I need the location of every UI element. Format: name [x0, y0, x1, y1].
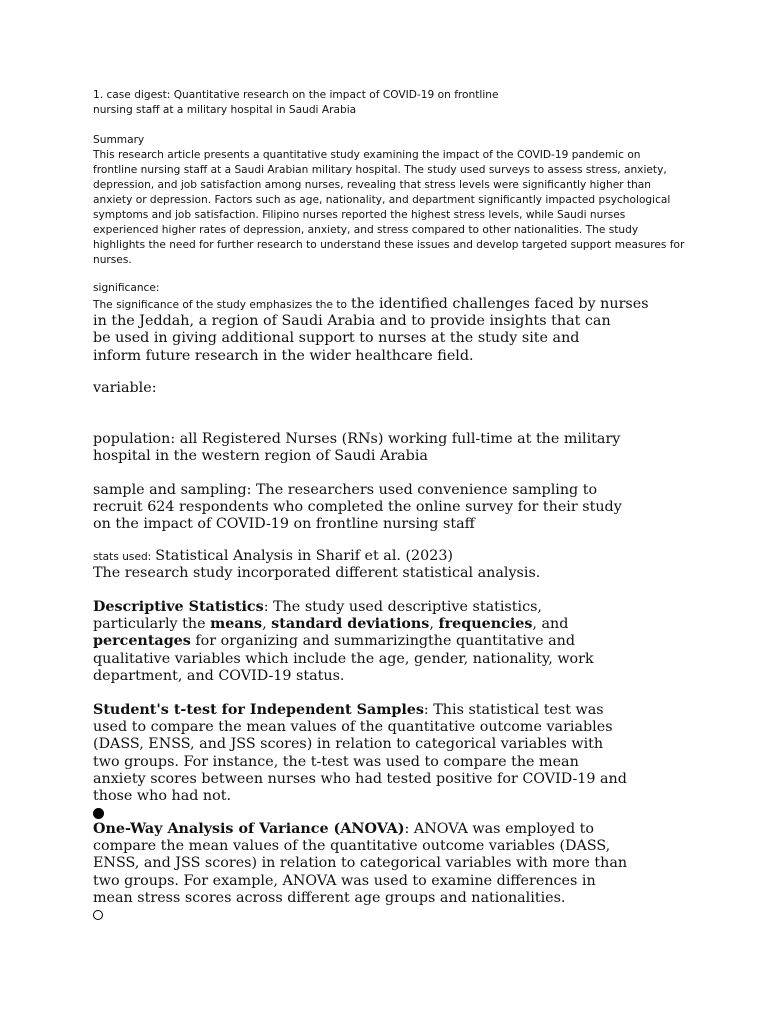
summary-line: This research article presents a quantitative study examining the impact of the COVID-19 pandemic on [93, 149, 641, 161]
descriptive-text: for organizing and summarizingthe quantitative and [190, 633, 575, 650]
anova-term: One-Way Analysis of Variance (ANOVA) [93, 821, 405, 837]
variable-label: variable: [93, 380, 157, 396]
percentages-term: percentages [93, 633, 191, 650]
population-line: hospital in the western region of Saudi Arabia [93, 448, 428, 465]
summary-line: symptoms and job satisfaction. Filipino nurses reported the highest stress levels, while Saudi nurses [93, 209, 626, 221]
anova-line: compare the mean values of the quantitative outcome variables (DASS, [93, 838, 611, 855]
summary-line: highlights the need for further research to understand these issues and develop targeted support measures for [93, 239, 685, 251]
sample-line: recruit 624 respondents who completed the online survey for their study [93, 499, 622, 516]
significance-heading: significance: [93, 282, 160, 294]
sample-line: on the impact of COVID-19 on frontline nursing staff [93, 516, 475, 533]
title-line: 1. case digest: Quantitative research on the impact of COVID-19 on frontline [93, 89, 499, 101]
descriptive-term: Descriptive Statistics [93, 599, 264, 615]
sample-line: sample and sampling: The researchers used convenience sampling to [93, 482, 598, 498]
descriptive-text: , [262, 616, 272, 633]
summary-heading: Summary [93, 134, 145, 146]
anova-line: two groups. For example, ANOVA was used to examine differences in [93, 872, 596, 889]
significance-line: be used in giving additional support to nurses at the study site and [93, 330, 580, 347]
anova-text: : ANOVA was employed to [404, 821, 594, 837]
descriptive-text: particularly the [93, 616, 211, 633]
population-section [93, 431, 693, 465]
ttest-term: Student's t-test for Independent Samples [93, 702, 424, 718]
title-line: nursing staff at a military hospital in Saudi Arabia [93, 104, 357, 116]
descriptive-text: , [429, 616, 439, 633]
descriptive-line: department, and COVID-19 status. [93, 667, 345, 684]
descriptive-section [93, 599, 693, 685]
summary-line: nurses. [93, 254, 132, 266]
summary-line: experienced higher rates of depression, anxiety, and stress compared to other nationalities. The study [93, 224, 639, 236]
open-bullet-icon [93, 910, 103, 920]
std-term: standard deviations [271, 616, 430, 633]
ttest-text: : This statistical test was [423, 702, 604, 718]
anova-line: mean stress scores across different age groups and nationalities. [93, 889, 566, 906]
means-term: means [210, 616, 263, 633]
anova-line: ENSS, and JSS scores) in relation to categorical variables with more than [93, 855, 628, 872]
ttest-line: used to compare the mean values of the quantitative outcome variables [93, 719, 613, 736]
ttest-line: those who had not. [93, 788, 232, 805]
anova-section [93, 821, 693, 907]
significance-section [93, 295, 693, 365]
summary-section [93, 133, 693, 268]
ttest-line: anxiety scores between nurses who had tested positive for COVID-19 and [93, 770, 627, 787]
summary-line: anxiety or depression. Factors such as age, nationality, and department significantly impacted psychological [93, 194, 671, 206]
frequencies-term: frequencies [438, 616, 533, 633]
significance-text: the identified challenges faced by nurses [351, 296, 649, 312]
stats-label: stats used: [93, 551, 152, 563]
significance-line: in the Jeddah, a region of Saudi Arabia and to provide insights that can [93, 313, 611, 330]
stats-section [93, 547, 693, 582]
significance-lead: The significance of the study emphasizes the to [93, 299, 347, 311]
filled-bullet-icon [93, 808, 104, 819]
descriptive-text: , and [532, 616, 569, 633]
sample-section [93, 482, 693, 534]
ttest-section [93, 702, 693, 805]
descriptive-line: qualitative variables which include the age, gender, nationality, work [93, 650, 594, 667]
descriptive-text: : The study used descriptive statistics, [263, 599, 542, 615]
population-line: population: all Registered Nurses (RNs) working full-time at the military [93, 431, 621, 447]
summary-line: frontline nursing staff at a Saudi Arabian military hospital. The study used surveys to assess stress, anxiety, [93, 164, 667, 176]
significance-line: inform future research in the wider healthcare field. [93, 347, 474, 364]
doc-title [93, 88, 693, 118]
stats-title: Statistical Analysis in Sharif et al. (2023) [155, 548, 454, 564]
ttest-line: (DASS, ENSS, and JSS scores) in relation to categorical variables with [93, 736, 604, 753]
ttest-line: two groups. For instance, the t-test was used to compare the mean [93, 753, 579, 770]
stats-intro: The research study incorporated different statistical analysis. [93, 565, 541, 582]
summary-line: depression, and job satisfaction among nurses, revealing that stress levels were significantly higher than [93, 179, 652, 191]
